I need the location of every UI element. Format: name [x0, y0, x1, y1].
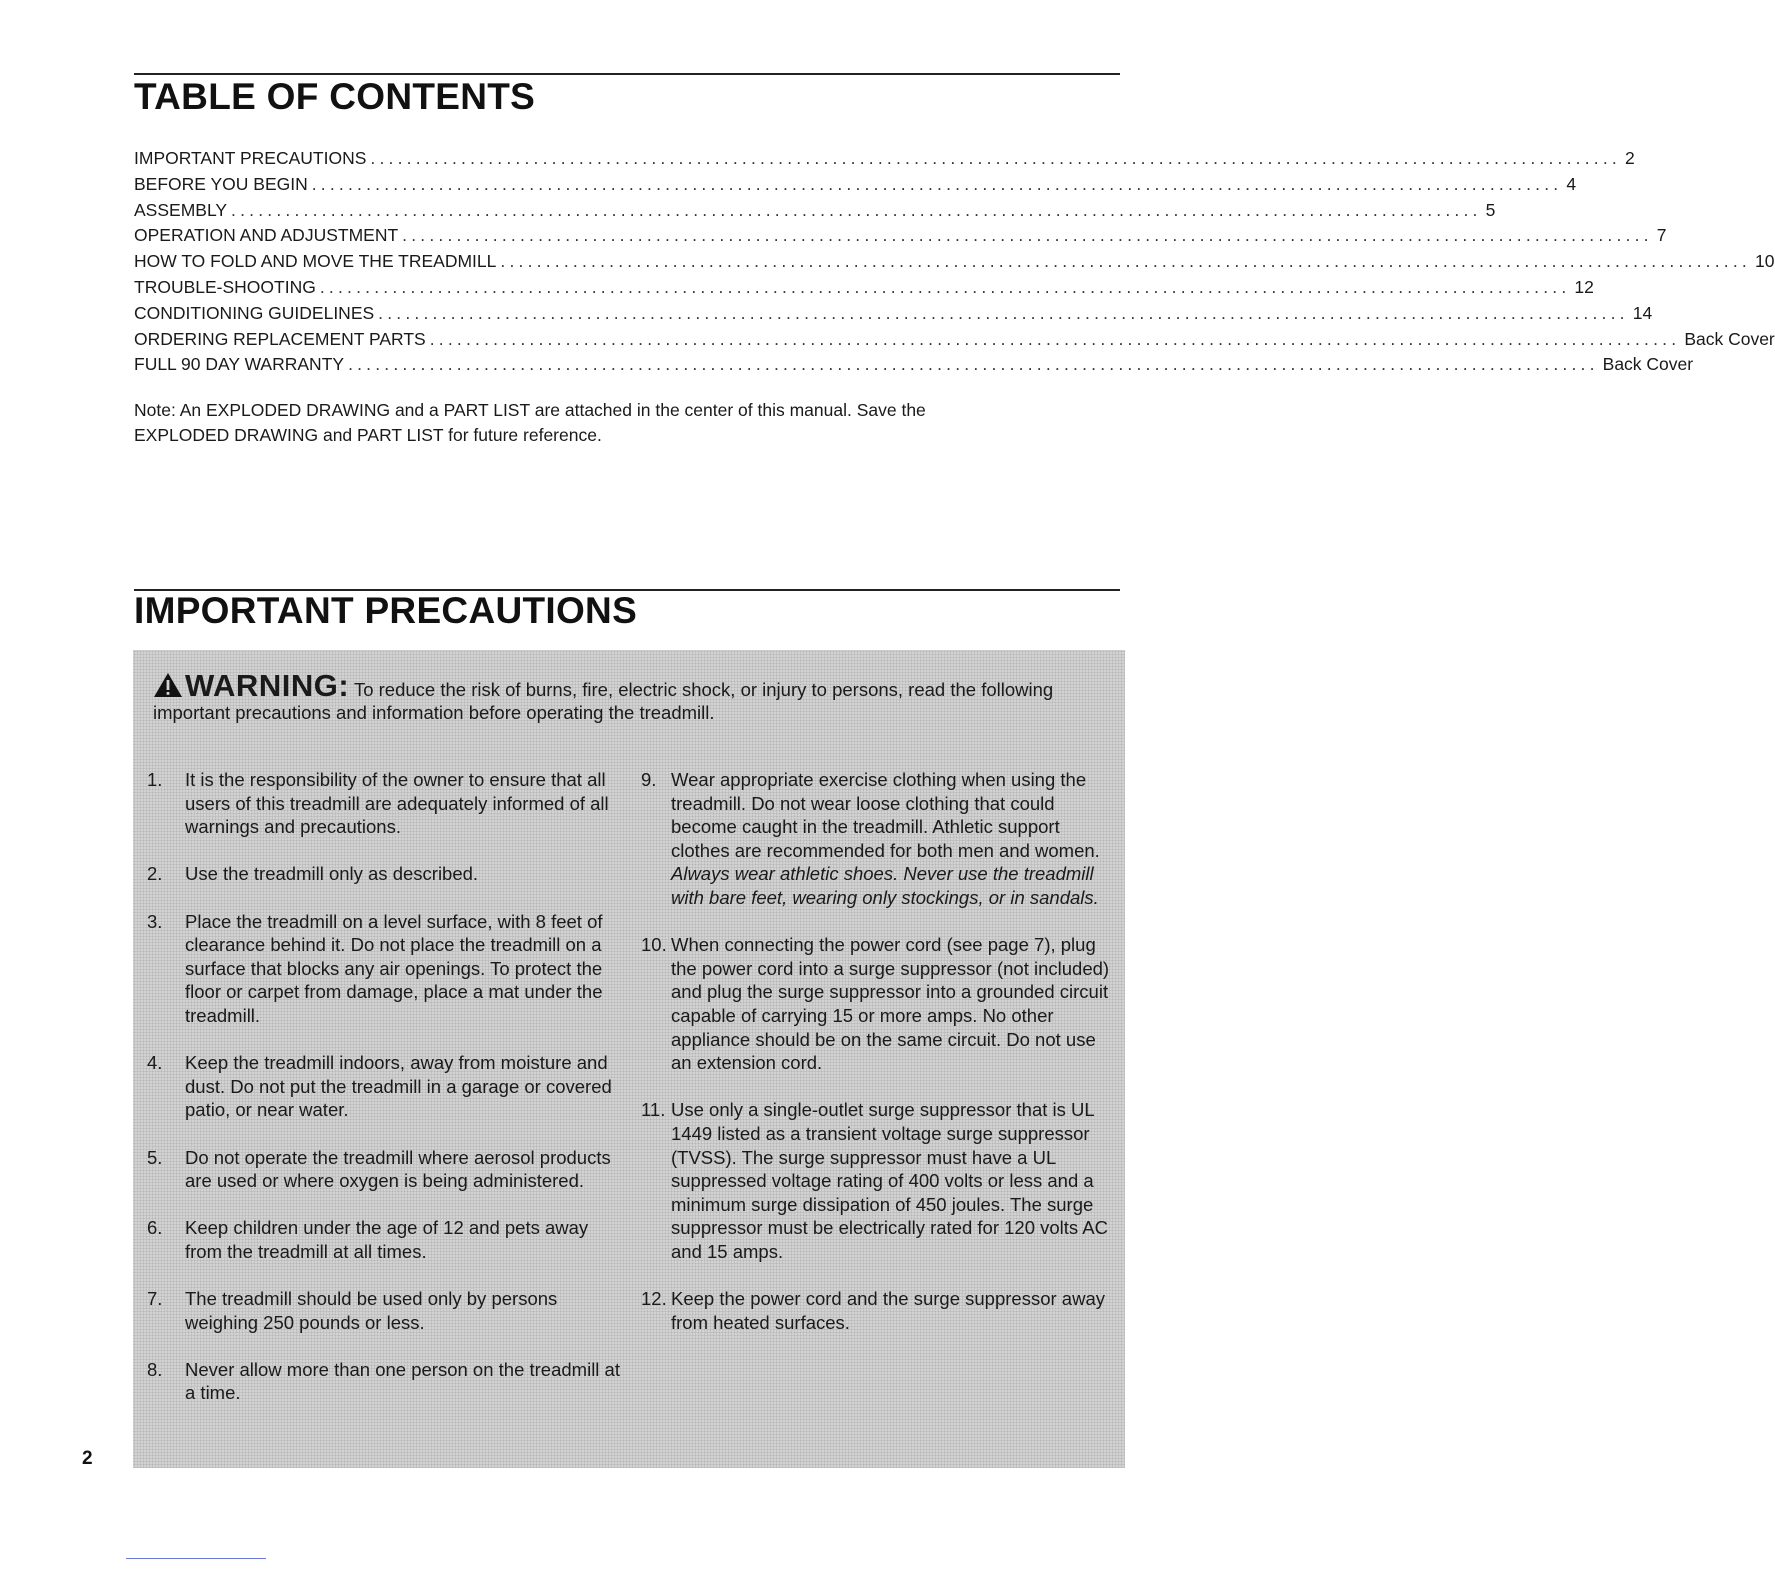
toc-row[interactable]: [134, 148, 1635, 174]
note-line: EXPLODED DRAWING and PART LIST for future reference.: [134, 425, 602, 445]
item-text: Keep the treadmill indoors, away from moisture and dust. Do not put the treadmill in a garage or covered patio, or near water.: [185, 1052, 612, 1121]
toc-heading: TABLE OF CONTENTS: [134, 76, 536, 117]
item-number: 11.: [641, 1099, 666, 1121]
toc-leader: ..........................................................................................................................................: [378, 302, 1629, 323]
warning-triangle-icon: [153, 672, 183, 698]
item-number: 1.: [147, 769, 163, 790]
toc-leader: ..........................................................................................................................................: [429, 328, 1681, 349]
warning-word: WARNING:: [185, 668, 350, 703]
toc-page: 10: [1754, 251, 1775, 272]
item-emphasis: Always wear athletic shoes. Never use the treadmill with bare feet, wearing only stockings, or in sandals.: [671, 863, 1099, 908]
toc-note: [134, 398, 1114, 448]
precaution-item: [147, 862, 627, 886]
item-text: Do not operate the treadmill where aerosol products are used or where oxygen is being administered.: [185, 1146, 611, 1192]
item-number: 4.: [147, 1052, 163, 1074]
precaution-item: [147, 1051, 627, 1122]
precautions-right-column: [641, 768, 1111, 1358]
toc-page: 7: [1656, 225, 1667, 246]
precaution-item: [147, 910, 627, 1028]
precaution-item: [147, 1287, 627, 1334]
toc-row[interactable]: [134, 354, 1694, 380]
toc-page: 4: [1566, 173, 1577, 194]
item-text: Keep the power cord and the surge suppressor away from heated surfaces.: [671, 1288, 1105, 1333]
item-number: 3.: [147, 910, 163, 932]
toc-title: OPERATION AND ADJUSTMENT: [134, 225, 399, 246]
toc-row[interactable]: [134, 302, 1653, 329]
precaution-item: [641, 1098, 1111, 1263]
toc-title: FULL 90 DAY WARRANTY: [134, 354, 345, 375]
toc-title: TROUBLE-SHOOTING: [134, 276, 316, 297]
precaution-item: [641, 768, 1111, 910]
precaution-item: [147, 1216, 627, 1263]
item-number: 6.: [147, 1217, 163, 1239]
item-text: Never allow more than one person on the treadmill at a time.: [185, 1358, 620, 1404]
page-number: 2: [82, 1448, 93, 1469]
table-of-contents: [134, 148, 1775, 380]
toc-leader: ..........................................................................................................................................: [370, 148, 1621, 168]
item-number: 5.: [147, 1146, 163, 1168]
toc-leader: ..........................................................................................................................................: [311, 173, 1563, 194]
item-text: [671, 768, 1111, 910]
toc-title: ASSEMBLY: [134, 199, 228, 220]
toc-page: 14: [1632, 302, 1653, 323]
precaution-item: [147, 1146, 627, 1193]
note-line: Note: An EXPLODED DRAWING and a PART LIST are attached in the center of this manual. Save the: [134, 400, 926, 420]
precaution-item: [147, 1358, 627, 1405]
toc-top-rule: [134, 73, 1120, 75]
toc-row[interactable]: [134, 276, 1594, 303]
precaution-item: [641, 933, 1111, 1075]
toc-page: 12: [1574, 276, 1594, 297]
item-text: It is the responsibility of the owner to ensure that all users of this treadmill are adequately informed of all warnings and precautions.: [185, 769, 609, 838]
toc-leader: ..........................................................................................................................................: [402, 225, 1653, 246]
toc-title: HOW TO FOLD AND MOVE THE TREADMILL: [134, 251, 497, 272]
toc-row[interactable]: [134, 328, 1775, 355]
item-number: 2.: [147, 863, 163, 885]
precaution-item: [641, 1287, 1111, 1334]
item-text: Use the treadmill only as described.: [185, 863, 479, 885]
precaution-item: [147, 768, 627, 839]
warning-text: To reduce the risk of burns, fire, electric shock, or injury to persons, read the following important precautions and information before operating the treadmill.: [153, 679, 1054, 723]
toc-page: 5: [1485, 199, 1496, 220]
warning-statement: [153, 668, 1113, 724]
toc-leader: ..........................................................................................................................................: [500, 251, 1751, 272]
warning-panel: [133, 650, 1125, 1468]
item-number: 9.: [641, 769, 657, 790]
toc-row[interactable]: [134, 173, 1577, 200]
item-body: Wear appropriate exercise clothing when using the treadmill. Do not wear loose clothing that could become caught in the treadmill. Athletic support clothes are recommended for both men and women.: [671, 769, 1100, 861]
toc-page: Back Cover: [1602, 354, 1694, 375]
toc-leader: ..........................................................................................................................................: [231, 199, 1482, 220]
item-text: Use only a single-outlet surge suppressor that is UL 1449 listed as a transient voltage surge suppressor (TVSS). The surge suppressor must have a UL suppressed voltage rating of 400 volts or less and a minimum surge dissipation of 450 joules. The surge suppressor must be electrically rated for 120 volts AC and 15 amps.: [671, 1099, 1108, 1262]
item-number: 10.: [641, 934, 667, 956]
toc-row[interactable]: [134, 251, 1775, 277]
item-number: 12.: [641, 1288, 667, 1310]
toc-leader: ..........................................................................................................................................: [348, 354, 1599, 375]
toc-title: IMPORTANT PRECAUTIONS: [134, 148, 367, 168]
item-text: The treadmill should be used only by persons weighing 250 pounds or less.: [185, 1288, 558, 1333]
toc-title: ORDERING REPLACEMENT PARTS: [134, 328, 426, 349]
toc-page: 2: [1624, 148, 1635, 168]
toc-title: BEFORE YOU BEGIN: [134, 173, 308, 194]
toc-row[interactable]: [134, 225, 1667, 251]
item-text: When connecting the power cord (see page 7), plug the power cord into a surge suppressor (not included) and plug the surge suppressor into a grounded circuit capable of carrying 15 or more amps. No other appliance should be on the same circuit. Do not use an extension cord.: [671, 934, 1110, 1074]
toc-row[interactable]: [134, 199, 1496, 226]
toc-title: CONDITIONING GUIDELINES: [134, 302, 375, 323]
item-number: 8.: [147, 1358, 163, 1380]
precautions-heading: IMPORTANT PRECAUTIONS: [134, 590, 638, 631]
footer-line: [126, 1558, 266, 1559]
item-number: 7.: [147, 1288, 163, 1310]
toc-leader: ..........................................................................................................................................: [319, 276, 1571, 297]
toc-page: Back Cover: [1684, 328, 1775, 349]
precautions-left-column: [147, 768, 627, 1429]
item-text: Place the treadmill on a level surface, with 8 feet of clearance behind it. Do not place the treadmill on a surface that blocks any air openings. To protect the floor or carpet from damage, place a mat under the treadmill.: [185, 910, 603, 1026]
item-text: Keep children under the age of 12 and pets away from the treadmill at all times.: [185, 1217, 589, 1262]
